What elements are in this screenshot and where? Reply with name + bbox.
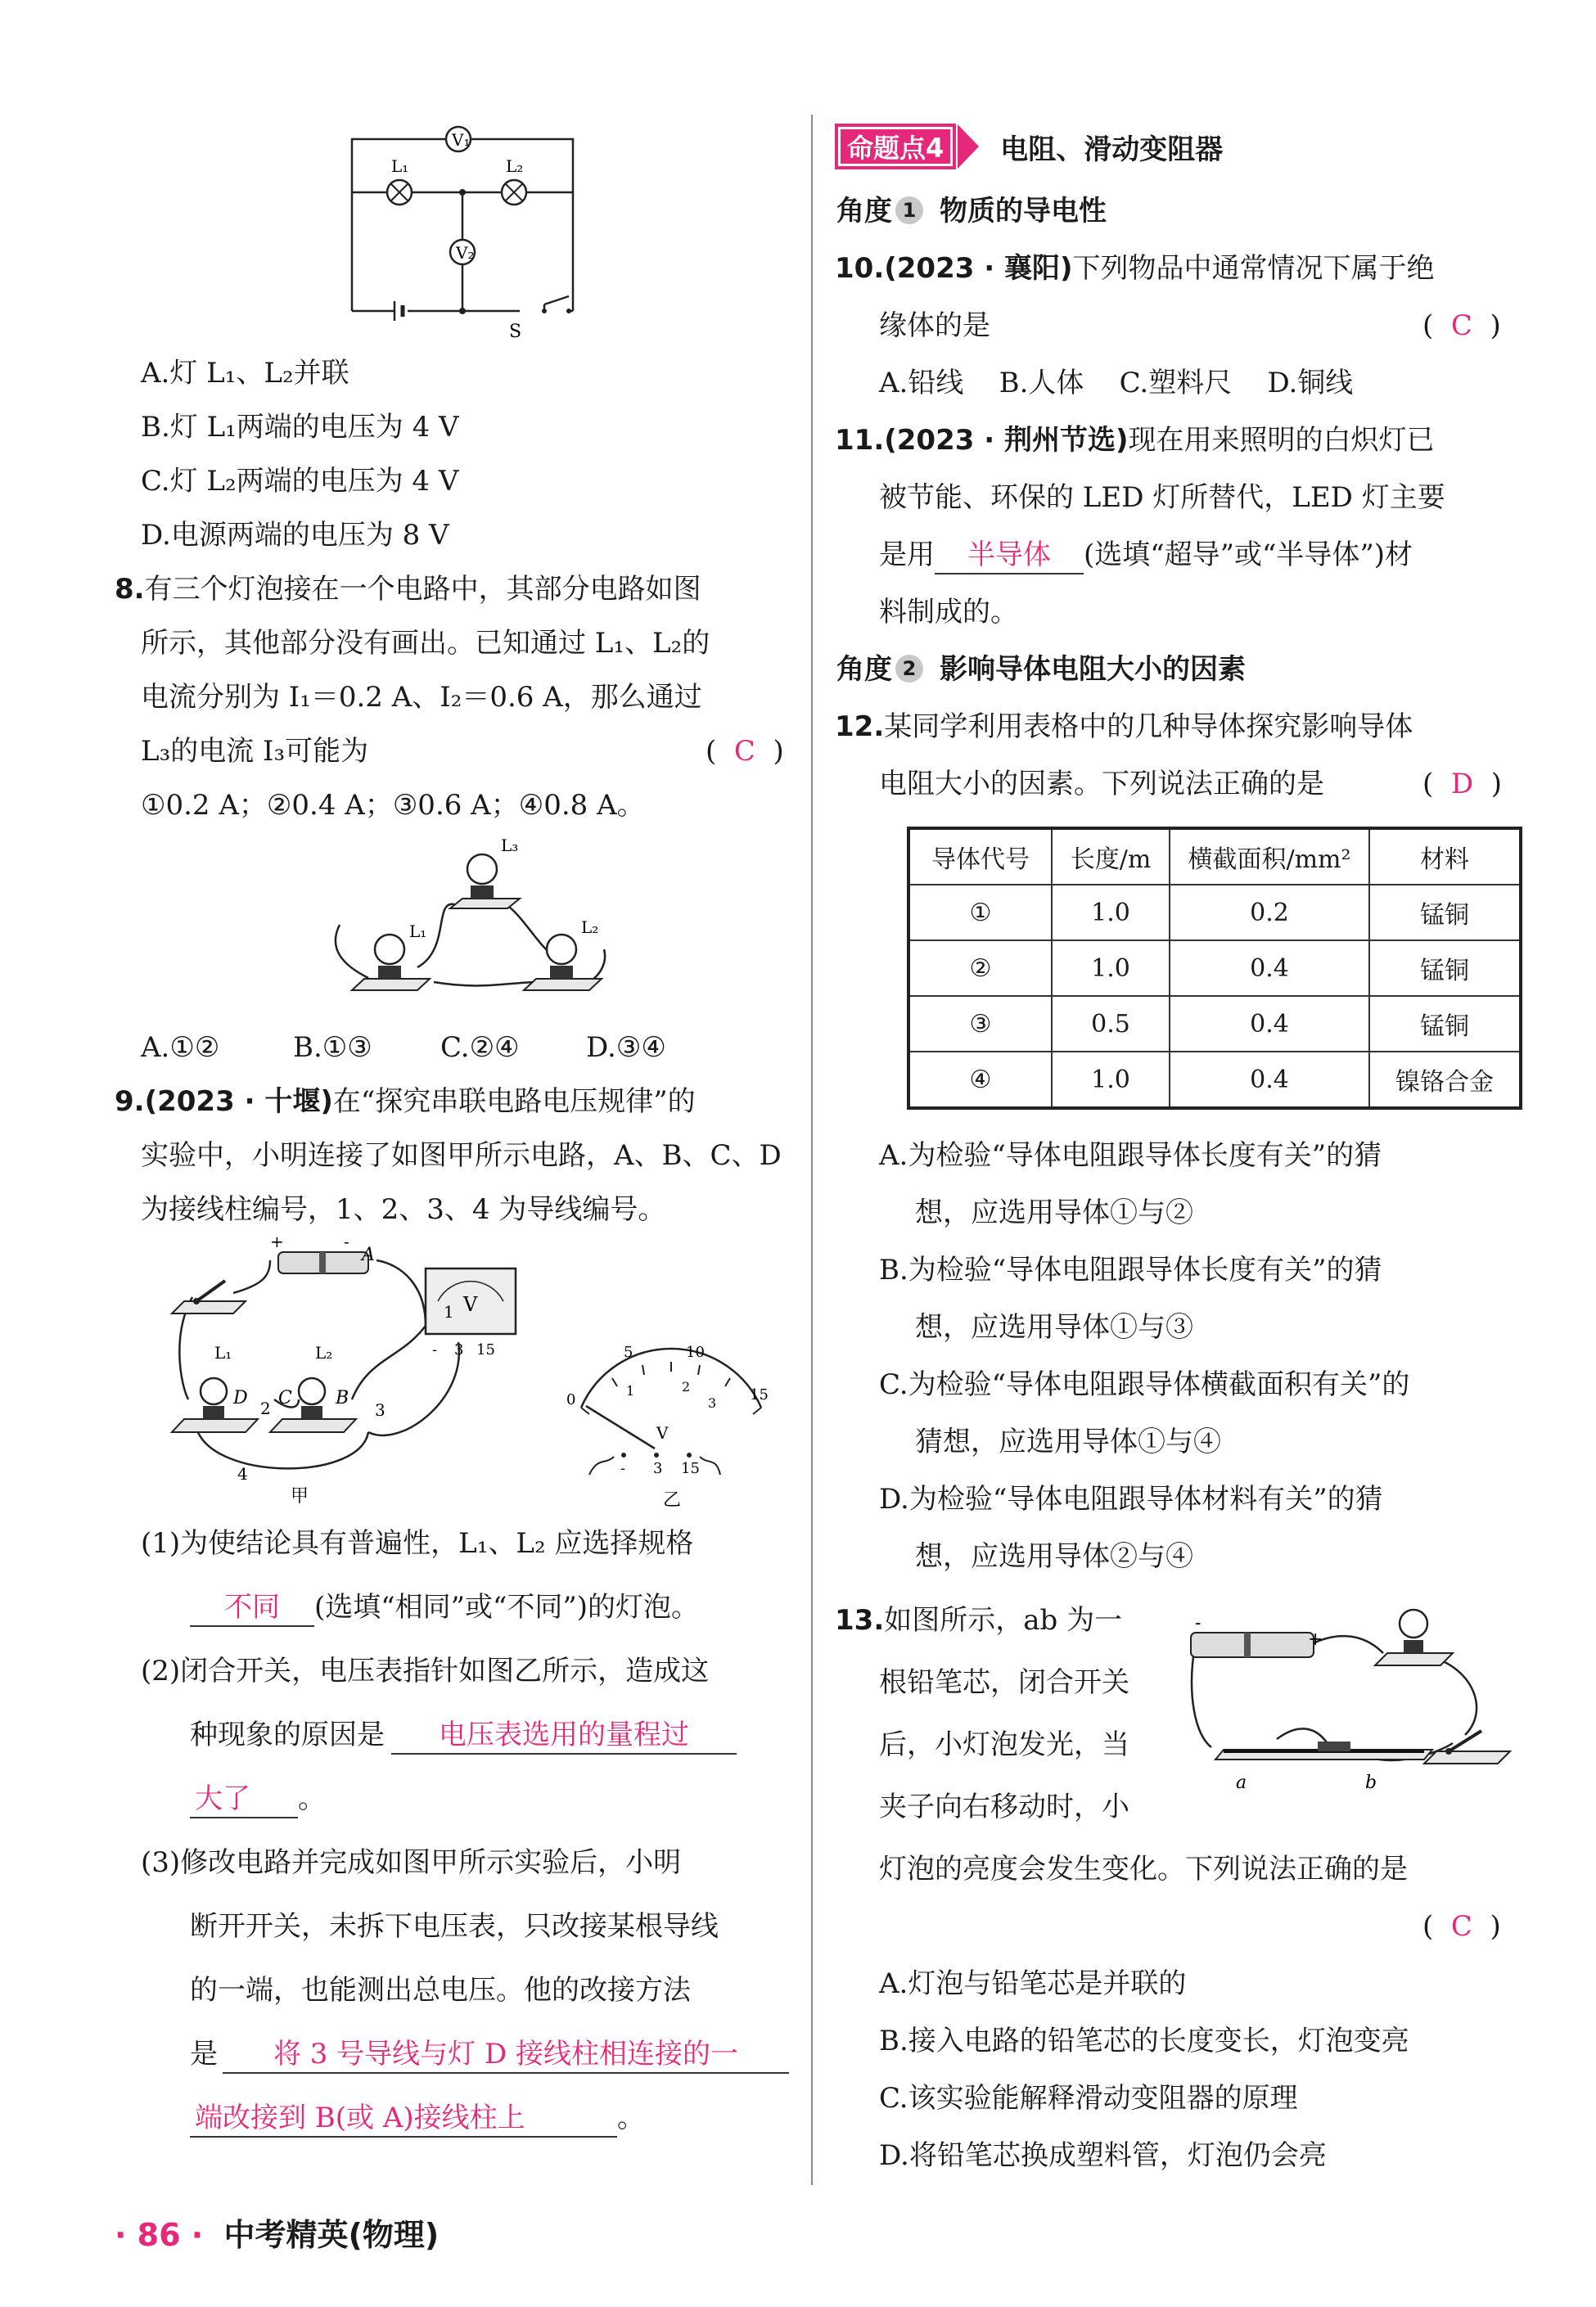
q9-part3-line5	[190, 2100, 645, 2138]
q10-stem-line-2: 缘体的是	[879, 309, 990, 342]
table-cell: ②	[908, 940, 1052, 996]
dial-0-label: 0	[566, 1391, 576, 1408]
q9-part2-end: 。	[298, 1782, 326, 1815]
q9-part3-line1: (3)修改电路并完成如图甲所示实验后，小明	[141, 1846, 682, 1879]
wire-1-label: 1	[444, 1302, 454, 1322]
table-cell: ④	[908, 1052, 1052, 1108]
section-tag: 命题点4	[835, 124, 956, 169]
lamp-bulb-icon	[1400, 1610, 1427, 1638]
l3-base-board	[450, 899, 520, 908]
table-header-row	[908, 828, 1521, 885]
q13-text-1: 如图所示，ab 为一	[884, 1604, 1123, 1637]
q9-part2-text: 种现象的原因是	[190, 1719, 385, 1751]
q9-part2-answer-1: 电压表选用的量程过	[391, 1717, 737, 1755]
angle-1-title: 物质的导电性	[940, 195, 1107, 228]
q7-circuit-diagram	[344, 115, 589, 344]
angle-1-number-badge: 1	[895, 196, 923, 224]
q9-part1-text: (选填“相同”或“不同”)的灯泡。	[314, 1591, 700, 1624]
q13-answer: C	[1450, 1910, 1472, 1943]
q13-option-c: C.该实验能解释滑动变阻器的原理	[879, 2082, 1298, 2115]
q12-option-a-line1: A.为检验“导体电阻跟导体长度有关”的猜	[879, 1139, 1382, 1172]
dial-2-label: 2	[682, 1379, 691, 1395]
q11-stem-line-1	[835, 422, 1435, 458]
q7-option-d: D.电源两端的电压为 8 V	[141, 519, 449, 552]
l2-bulb-icon	[299, 1378, 325, 1404]
table-cell: 1.0	[1052, 1052, 1170, 1108]
table-cell: 0.4	[1170, 1052, 1369, 1108]
q11-number: 11.	[835, 424, 885, 457]
table-cell: 锰铜	[1369, 940, 1521, 996]
q13-option-d: D.将铅笔芯换成塑料管，灯泡仍会亮	[879, 2139, 1327, 2172]
q10-text-1: 下列物品中通常情况下属于绝	[1072, 252, 1435, 285]
l2-bulb-icon	[547, 935, 576, 964]
book-title: 中考精英(物理)	[223, 2217, 440, 2253]
table-cell: 锰铜	[1369, 885, 1521, 940]
q13-pencil-circuit-figure	[1179, 1596, 1522, 1817]
q12-option-a-line2: 想，应选用导体①与②	[915, 1196, 1193, 1229]
q9-part3-line3: 的一端，也能测出总电压。他的改接方法	[190, 1974, 691, 2007]
l2-label: L₂	[506, 156, 524, 176]
l2-base-board	[270, 1419, 356, 1432]
angle-2-label: 角度	[836, 653, 892, 686]
q11-stem-line-4: 料制成的。	[879, 596, 1018, 629]
q9-source: (2023 · 十堰)	[144, 1085, 333, 1118]
l2-label: L₂	[581, 917, 599, 937]
q9-number: 9.	[115, 1085, 145, 1118]
switch-label: S	[509, 322, 522, 342]
q11-stem-line-3	[879, 537, 1413, 574]
label-d: D	[233, 1388, 248, 1408]
table-cell: 0.2	[1170, 885, 1369, 940]
q7-option-b: B.灯 L₁两端的电压为 4 V	[141, 411, 459, 444]
angle-2-number-badge: 2	[895, 655, 923, 683]
q7-option-a: A.灯 L₁、L₂并联	[141, 357, 349, 390]
q10-stem-line-1	[835, 250, 1435, 286]
q9-stem-line-2: 实验中，小明连接了如图甲所示电路，A、B、C、D	[141, 1139, 782, 1172]
q9-part2-line1: (2)闭合开关，电压表指针如图乙所示，造成这	[141, 1655, 710, 1687]
q8-option-b: B.①③	[293, 1031, 372, 1064]
section-heading	[835, 124, 1223, 169]
q9-figure-yi	[565, 1342, 778, 1514]
tag-arrow-icon	[958, 124, 979, 169]
dial-10-label: 10	[686, 1344, 705, 1361]
angle-2-title: 影响导体电阻大小的因素	[940, 653, 1246, 686]
table-row	[908, 1052, 1521, 1108]
table-cell: 1.0	[1052, 885, 1170, 940]
label-b: b	[1365, 1773, 1377, 1793]
vm-3-terminal: 3	[454, 1341, 464, 1359]
wire-3-label: 3	[375, 1400, 385, 1420]
table-header-cell: 材料	[1369, 828, 1521, 885]
l1-label: L₁	[391, 156, 409, 176]
label-c: C	[278, 1388, 292, 1408]
q9-stem-line-1	[115, 1084, 696, 1120]
table-cell: 镍铬合金	[1369, 1052, 1521, 1108]
wire-2-label: 2	[260, 1399, 271, 1418]
battery-minus-label: -	[1195, 1613, 1202, 1633]
q11-answer: 半导体	[935, 537, 1084, 574]
q12-answer: D	[1450, 768, 1474, 800]
figure-jia-caption: 甲	[291, 1486, 309, 1506]
table-cell: 锰铜	[1369, 996, 1521, 1052]
table-cell: ③	[908, 996, 1052, 1052]
angle-1-heading	[836, 193, 1107, 229]
q9-part3-text: 是	[190, 2038, 218, 2070]
dial-5-label: 5	[624, 1344, 633, 1361]
q9-part2-line3	[190, 1781, 326, 1818]
q8-option-c: C.②④	[440, 1031, 520, 1064]
l1-base-board	[172, 1419, 258, 1432]
q7-option-c: C.灯 L₂两端的电压为 4 V	[141, 465, 459, 498]
lamp-base-board	[1375, 1653, 1453, 1665]
q13-stem-line-4: 夹子向右移动时，小	[879, 1791, 1129, 1823]
q8-option-d: D.③④	[586, 1031, 666, 1064]
battery-plus-label: +	[270, 1236, 284, 1251]
table-cell: 0.4	[1170, 940, 1369, 996]
q12-answer-bracket: ( D )	[1422, 768, 1503, 800]
q12-option-d-line2: 想，应选用导体②与④	[915, 1540, 1193, 1573]
q8-bulbs-figure	[311, 827, 622, 1015]
dial-v-label: V	[656, 1423, 669, 1443]
q12-option-b-line1: B.为检验“导体电阻跟导体长度有关”的猜	[879, 1254, 1382, 1286]
l1-bulb-icon	[375, 935, 404, 964]
dial-arc	[581, 1349, 761, 1408]
dial-3-label: 3	[708, 1395, 717, 1411]
q9-part3-answer-2: 端改接到 B(或 A)接线柱上	[190, 2100, 617, 2138]
dial-needle	[586, 1406, 655, 1449]
q9-part1-line1: (1)为使结论具有普遍性，L₁、L₂ 应选择规格	[141, 1527, 694, 1560]
q12-stem-line-1	[835, 709, 1413, 745]
page-number: · 86 ·	[115, 2217, 204, 2253]
q11-text-1: 现在用来照明的白炽灯已	[1128, 424, 1435, 457]
l1-bulb-icon	[201, 1378, 227, 1404]
q8-text-1: 有三个灯泡接在一个电路中，其部分电路如图	[144, 573, 701, 606]
v2-label: V₂	[456, 243, 475, 263]
column-divider	[811, 115, 813, 2185]
q8-answer-bracket: ( C )	[706, 735, 784, 768]
table-cell: 0.4	[1170, 996, 1369, 1052]
q10-options: A.铅线 B.人体 C.塑料尺 D.铜线	[879, 367, 1354, 399]
table-row	[908, 940, 1521, 996]
q9-part2-line2	[190, 1717, 737, 1755]
q8-stem-line-4: L₃的电流 I₃可能为	[141, 735, 369, 768]
battery-minus-label: -	[344, 1236, 349, 1251]
table-header-cell: 导体代号	[908, 828, 1052, 885]
l1-socket	[378, 966, 401, 979]
label-b: B	[336, 1388, 349, 1408]
q8-number: 8.	[115, 573, 145, 606]
table-cell: 1.0	[1052, 940, 1170, 996]
table-header-cell: 横截面积/mm²	[1170, 828, 1369, 885]
q11-stem-line-2: 被节能、环保的 LED 灯所替代，LED 灯主要	[879, 481, 1445, 514]
l2-label: L₂	[315, 1343, 333, 1363]
q11-text-post: (选填“超导”或“半导体”)材	[1084, 538, 1413, 571]
q8-stem-line-2: 所示，其他部分没有画出。已知通过 L₁、L₂的	[141, 627, 710, 660]
vm-15-terminal: 15	[476, 1341, 495, 1359]
q9-text-1: 在“探究串联电路电压规律”的	[332, 1085, 696, 1118]
dial-3-terminal: 3	[653, 1460, 663, 1477]
q10-answer: C	[1450, 309, 1472, 342]
dial-minus-terminal: -	[620, 1460, 626, 1477]
q12-number: 12.	[835, 710, 885, 743]
table-row	[908, 885, 1521, 940]
q9-part1-answer: 不同	[190, 1589, 314, 1627]
q13-stem-line-1	[835, 1602, 1122, 1638]
l2-base-board	[524, 979, 602, 990]
q12-option-c-line1: C.为检验“导体电阻跟导体横截面积有关”的	[879, 1368, 1410, 1401]
l1-label: L₁	[409, 921, 427, 941]
switch-base-icon	[172, 1301, 246, 1313]
angle-2-heading	[836, 651, 1246, 687]
q12-text-1: 某同学利用表格中的几种导体探究影响导体	[884, 710, 1413, 743]
conductor-table	[907, 827, 1522, 1110]
label-a: A	[362, 1245, 375, 1265]
q13-option-a: A.灯泡与铅笔芯是并联的	[879, 1967, 1187, 2000]
l1-base-board	[352, 979, 430, 990]
q10-source: (2023 · 襄阳)	[884, 252, 1073, 285]
dial-1-label: 1	[626, 1383, 635, 1399]
page-footer	[115, 2210, 439, 2255]
q11-source: (2023 · 荆州节选)	[884, 424, 1129, 457]
q8-choices-list: ①0.2 A；②0.4 A；③0.6 A；④0.8 A。	[141, 789, 645, 822]
q12-option-d-line1: D.为检验“导体电阻跟导体材料有关”的猜	[879, 1483, 1383, 1516]
q12-option-c-line2: 猜想，应选用导体①与④	[915, 1426, 1221, 1458]
q9-part1-line2	[190, 1589, 699, 1627]
q11-text-pre: 是用	[879, 538, 935, 571]
q9-part3-end: 。	[617, 2102, 645, 2134]
vm-minus-terminal: -	[432, 1341, 438, 1359]
l2-socket	[550, 966, 573, 979]
voltmeter-v-label: V	[463, 1293, 478, 1316]
dial-15-label: 15	[750, 1386, 769, 1404]
q8-answer: C	[733, 735, 755, 768]
wire-4-label: 4	[237, 1464, 248, 1484]
l3-bulb-icon	[467, 854, 497, 884]
q10-number: 10.	[835, 252, 885, 285]
q8-stem-line-1	[115, 571, 701, 607]
figure-yi-caption: 乙	[663, 1490, 682, 1511]
q8-option-a: A.①②	[141, 1031, 220, 1064]
battery-icon	[1191, 1633, 1314, 1657]
label-a: a	[1236, 1773, 1247, 1793]
clip-icon	[1318, 1742, 1350, 1751]
table-row	[908, 996, 1521, 1052]
switch-base-icon	[1424, 1751, 1510, 1764]
dial-15-terminal: 15	[681, 1460, 700, 1477]
q8-stem-line-3: 电流分别为 I₁＝0.2 A、I₂＝0.6 A，那么通过	[141, 681, 702, 714]
q13-stem-line-3: 后，小灯泡发光，当	[879, 1728, 1129, 1761]
q10-answer-bracket: ( C )	[1422, 309, 1501, 342]
table-cell: ①	[908, 885, 1052, 940]
q13-number: 13.	[835, 1604, 885, 1637]
q9-part3-line4	[190, 2036, 789, 2074]
q13-stem-line-2: 根铅笔芯，闭合开关	[879, 1666, 1129, 1699]
l3-socket	[471, 885, 494, 899]
q12-option-b-line2: 想，应选用导体①与③	[915, 1311, 1193, 1344]
l1-label: L₁	[214, 1343, 232, 1363]
l3-label: L₃	[501, 836, 519, 855]
q9-figure-jia	[156, 1236, 532, 1506]
angle-1-label: 角度	[836, 195, 892, 228]
q13-option-b: B.接入电路的铅笔芯的长度变长，灯泡变亮	[879, 2025, 1409, 2057]
q9-part3-line2: 断开开关，未拆下电压表，只改接某根导线	[190, 1910, 719, 1943]
table-header-cell: 长度/m	[1052, 828, 1170, 885]
q9-stem-line-3: 为接线柱编号，1、2、3、4 为导线编号。	[141, 1193, 666, 1226]
q13-answer-bracket: ( C )	[1422, 1910, 1501, 1943]
section-title: 电阻、滑动变阻器	[1000, 133, 1224, 166]
v1-label: V₁	[452, 130, 471, 150]
q13-stem-line-5: 灯泡的亮度会发生变化。下列说法正确的是	[879, 1853, 1408, 1886]
q9-part3-answer-1: 将 3 号导线与灯 D 接线柱相连接的一	[223, 2036, 789, 2074]
battery-plus-label: +	[1308, 1629, 1323, 1650]
q9-part2-answer-2: 大了	[190, 1781, 298, 1818]
q12-stem-line-2: 电阻大小的因素。下列说法正确的是	[879, 768, 1324, 800]
table-cell: 0.5	[1052, 996, 1170, 1052]
